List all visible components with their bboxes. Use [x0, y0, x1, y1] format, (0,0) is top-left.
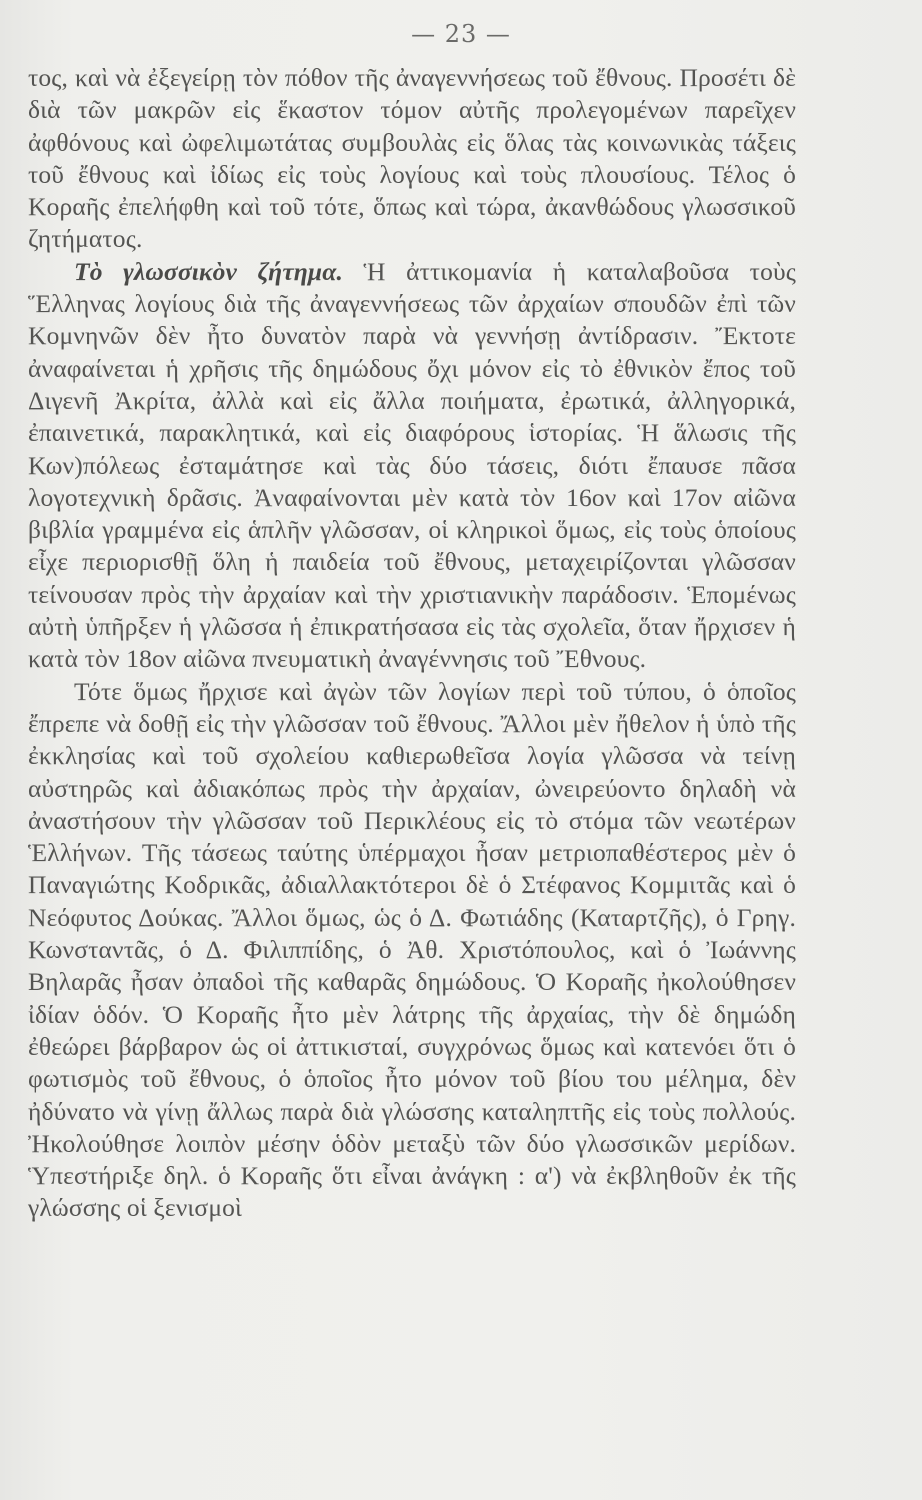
paragraph-3 [28, 676, 796, 1225]
paragraph-3-text: Τότε ὅμως ἤρχισε καὶ ἀγὼν τῶν λογίων περὶ τοῦ τύπου, ὁ ὁποῖος ἔπρεπε νὰ δοθῇ εἰς τὴν γλῶσσαν τοῦ ἔθνους. Ἄλλοι μὲν ἤθελον ἡ ὑπὸ τῆς ἐκκλησίας καὶ τοῦ σχολείου καθιερωθεῖσα λογία γλῶσσα νὰ τείνῃ αὐστηρῶς καὶ ἀδιακόπως πρὸς τὴν ἀρχαίαν, ὠνειρεύοντο δηλαδὴ νὰ ἀναστήσουν τὴν γλῶσσαν τοῦ Περικλέους εἰς τὸ στόμα τῶν νεωτέρων Ἑλλήνων. Τῆς τάσεως ταύτης ὑπέρμαχοι ἦσαν μετριοπαθέστερος μὲν ὁ Παναγιώτης Κοδρικᾶς, ἀδιαλλακτότεροι δὲ ὁ Στέφανος Κομμιτᾶς καὶ ὁ Νεόφυτος Δούκας. Ἄλλοι ὅμως, ὡς ὁ Δ. Φωτιάδης (Καταρτζῆς), ὁ Γρηγ. Κωνσταντᾶς, ὁ Δ. Φιλιππίδης, ὁ Ἀθ. Χριστόπουλος, καὶ ὁ Ἰωάννης Βηλαρᾶς ἦσαν ὀπαδοὶ τῆς καθαρᾶς δημώδους. Ὁ Κοραῆς ἠκολούθησεν ἰδίαν ὁδόν. Ὁ Κοραῆς ἦτο μὲν λάτρης τῆς ἀρχαίας, τὴν δὲ δημώδη ἐθεώρει βάρβαρον ὡς οἱ ἀττικισταί, συγχρόνως ὅμως καὶ κατενόει ὅτι ὁ φωτισμὸς τοῦ ἔθνους, ὁ ὁποῖος ἦτο μόνον τοῦ βίου του μέλημα, δὲν ἠδύνατο νὰ γίνῃ ἄλλως παρὰ διὰ γλώσσης καταληπτῆς εἰς τοὺς πολλούς. Ἠκολούθησε λοιπὸν μέσην ὁδὸν μεταξὺ τῶν δύο γλωσσικῶν μερίδων. Ὑπεστήριξε δηλ. ὁ Κοραῆς ὅτι εἶναι ἀνάγκη : α') νὰ ἐκβληθοῦν ἐκ τῆς γλώσσης οἱ ξενισμοὶ [28, 676, 796, 1223]
paragraph-1-text: τος, καὶ νὰ ἐξεγείρῃ τὸν πόθον τῆς ἀναγεννήσεως τοῦ ἔθνους. Προσέτι δὲ διὰ τῶν μακρῶν εἰς ἕκαστον τόμον αὐτῆς προλεγομένων παρεῖχεν ἀφθόνους καὶ ὠφελιμωτάτας συμβουλὰς εἰς ὅλας τὰς κοινωνικὰς τάξεις τοῦ ἔθνους καὶ ἰδίως εἰς τοὺς λογίους καὶ τοὺς πλουσίους. Τέλος ὁ Κοραῆς ἐπελήφθη καὶ τοῦ τότε, ὅπως καὶ τώρα, ἀκανθώδους γλωσσικοῦ ζητήματος. [28, 63, 796, 254]
paragraph-2 [28, 256, 796, 676]
page-body [28, 62, 796, 1225]
paragraph-2-text: Ἡ ἀττικομανία ἡ καταλαβοῦσα τοὺς Ἕλληνας λογίους διὰ τῆς ἀναγεννήσεως τῶν ἀρχαίων σπουδῶν ἐπὶ τῶν Κομνηνῶν δὲν ἦτο δυνατὸν παρὰ νὰ γεννήσῃ ἀντίδρασιν. Ἔκτοτε ἀναφαίνεται ἡ χρῆσις τῆς δημώδους ὄχι μόνον εἰς τὸ ἐθνικὸν ἔπος τοῦ Διγενῆ Ἀκρίτα, ἀλλὰ καὶ εἰς ἄλλα ποιήματα, ἐρωτικά, ἀλληγορικά, ἐπαινετικά, παρακλητικά, καὶ εἰς διαφόρους ἱστορίας. Ἡ ἅλωσις τῆς Κων)πόλεως ἐσταμάτησε καὶ τὰς δύο τάσεις, διότι ἔπαυσε πᾶσα λογοτεχνικὴ δρᾶσις. Ἀναφαίνονται μὲν κατὰ τὸν 16ον καὶ 17ον αἰῶνα βιβλία γραμμένα εἰς ἁπλῆν γλῶσσαν, οἱ κληρικοὶ ὅμως, εἰς τοὺς ὁποίους εἶχε περιορισθῇ ὅλη ἡ παιδεία τοῦ ἔθνους, μεταχειρίζονται γλῶσσαν τείνουσαν πρὸς τὴν ἀρχαίαν καὶ τὴν χριστιανικὴν παράδοσιν. Ἑπομένως αὐτὴ ὑπῆρξεν ἡ γλῶσσα ἡ ἐπικρατήσασα εἰς τὰς σχολεῖα, ὅταν ἤρχισεν ἡ κατὰ τὸν 18ον αἰῶνα πνευματικὴ ἀναγέννησις τοῦ Ἔθνους. [28, 256, 796, 674]
paragraph-1 [28, 62, 796, 256]
page-number: — 23 — [411, 20, 511, 48]
section-heading: Τὸ γλωσσικὸν ζήτημα. [74, 256, 344, 286]
